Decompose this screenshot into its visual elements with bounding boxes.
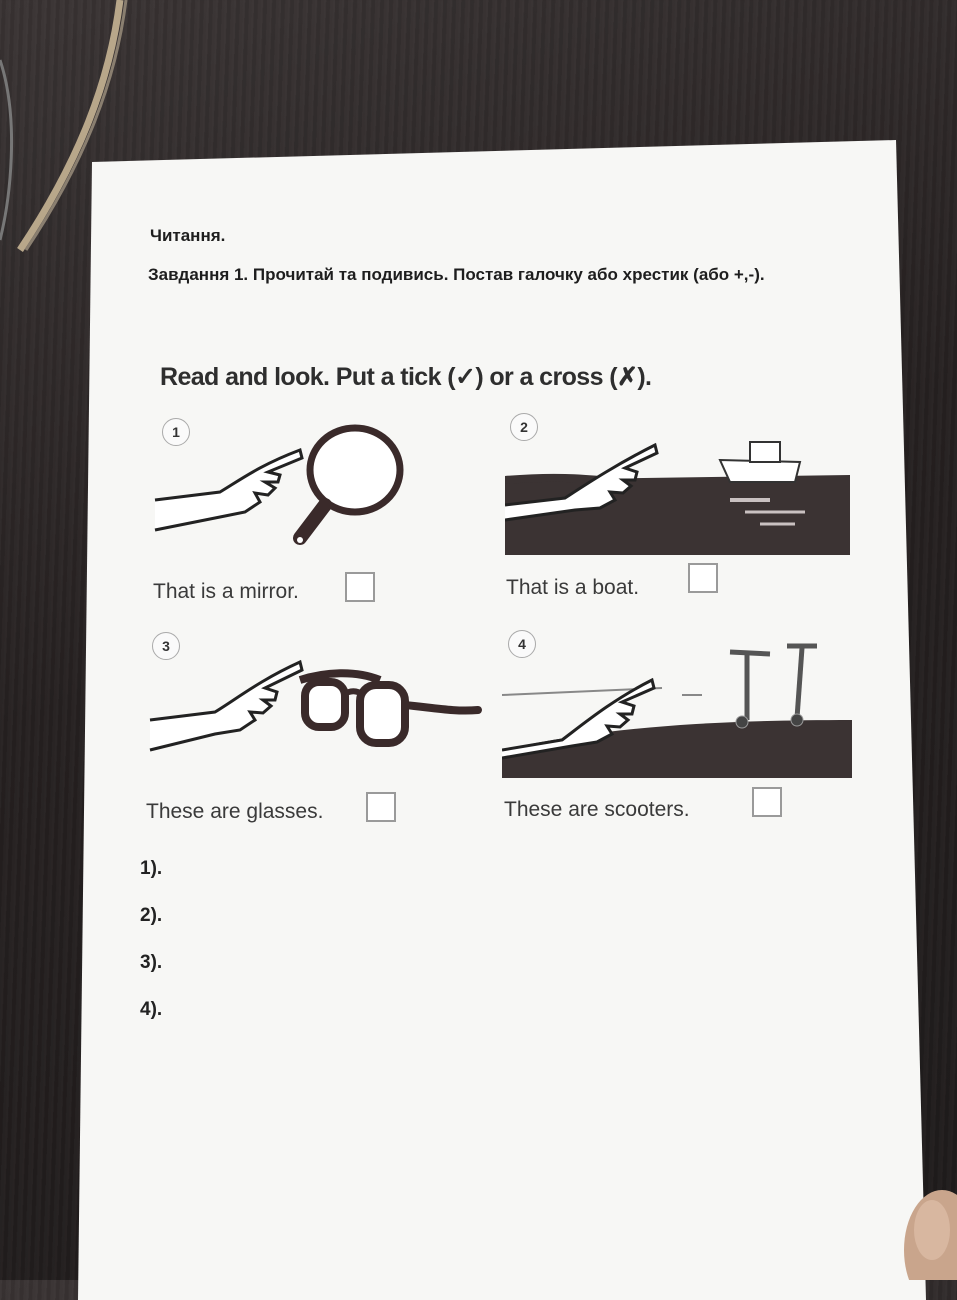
answer-checkbox[interactable] — [688, 563, 718, 593]
answer-line-3: 3). — [140, 952, 163, 973]
item-number: 3 — [152, 632, 180, 660]
item-sentence: These are glasses. — [146, 800, 324, 823]
answer-line-2: 2). — [140, 905, 163, 926]
item-sentence: These are scooters. — [504, 798, 690, 821]
finger-shadow — [887, 1170, 957, 1280]
item-number: 2 — [510, 413, 538, 441]
task-instructions: Завдання 1. Прочитай та подивись. Постав галочку або хрестик (або +,-). — [148, 265, 765, 284]
glasses-picture — [145, 650, 485, 760]
item-number: 4 — [508, 630, 536, 658]
answer-line-4: 4). — [140, 999, 163, 1020]
item-sentence: That is a boat. — [506, 576, 640, 599]
mirror-picture — [150, 420, 420, 560]
scooters-picture — [502, 640, 852, 780]
answer-checkbox[interactable] — [345, 572, 375, 602]
answer-checkbox[interactable] — [752, 787, 782, 817]
section-heading: Читання. — [150, 226, 226, 245]
answer-line-1: 1). — [140, 858, 163, 879]
boat-picture — [505, 420, 850, 560]
exercise-title: Read and look. Put a tick (✓) or a cross (✗). — [160, 363, 652, 391]
answer-checkbox[interactable] — [366, 792, 396, 822]
item-number: 1 — [162, 418, 190, 446]
item-sentence: That is a mirror. — [153, 580, 299, 603]
